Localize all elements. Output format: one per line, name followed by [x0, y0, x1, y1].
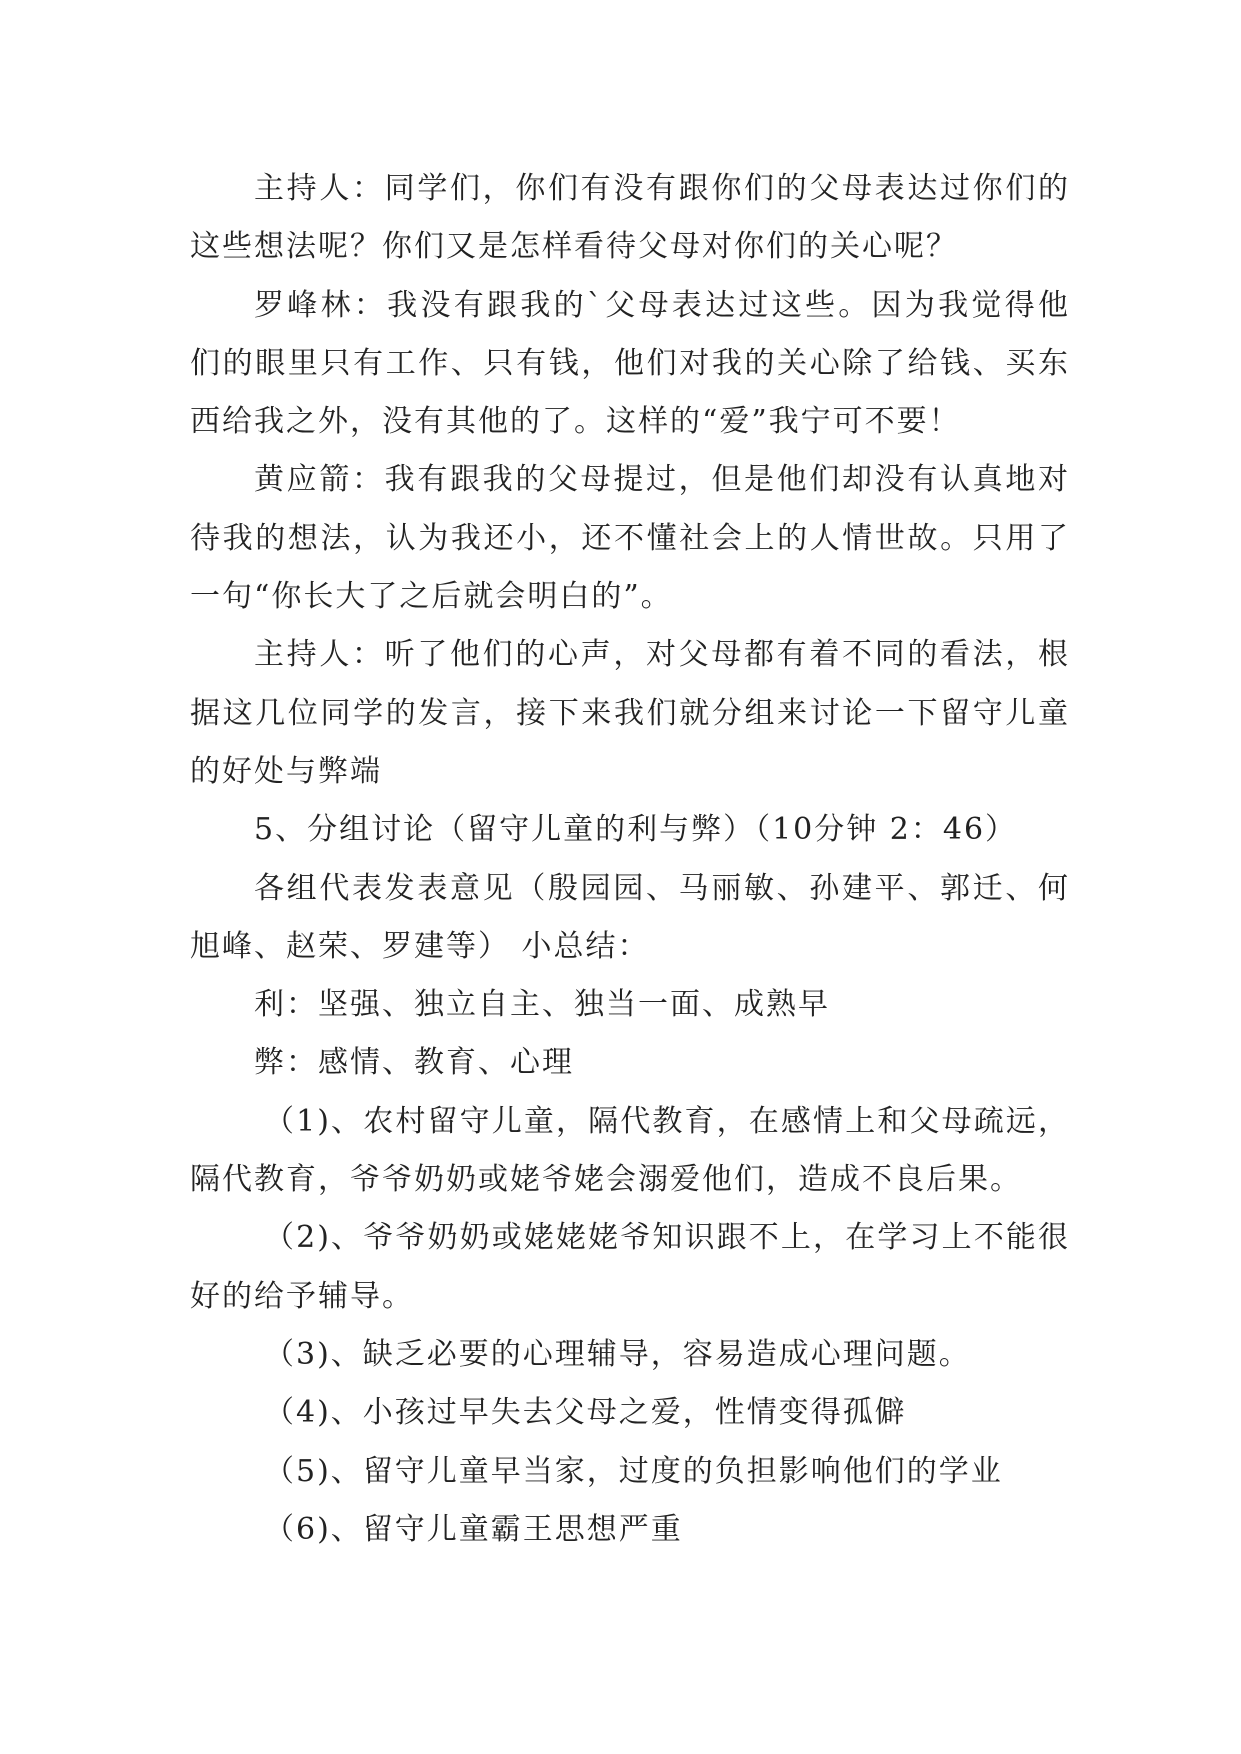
paragraph-disadvantages: 弊：感情、教育、心理: [254, 1045, 574, 1081]
list-item-5: （5)、留守儿童早当家，过度的负担影响他们的学业: [264, 1453, 1003, 1489]
list-item-4: （4)、小孩过早失去父母之爱，性情变得孤僻: [264, 1395, 907, 1431]
list-item-6: （6)、留守儿童霸王思想严重: [264, 1511, 683, 1547]
paragraph-luo-fenglin: 罗峰林：我没有跟我的`父母表达过这些。因为我觉得他们的眼里只有工作、只有钱，他们对我的关心除了给钱、买东西给我之外，没有其他的了。这样的“爱”我宁可不要！: [190, 287, 1070, 440]
list-item-3: （3)、缺乏必要的心理辅导，容易造成心理问题。: [264, 1336, 971, 1372]
section-heading-group-discussion: 5、分组讨论（留守儿童的利与弊）（10分钟 2：46）: [254, 812, 1018, 848]
paragraph-host-question: 主持人：同学们，你们有没有跟你们的父母表达过你们的这些想法呢？你们又是怎样看待父母对你们的关心呢？: [190, 171, 1070, 265]
paragraph-group-representatives: 各组代表发表意见（殷园园、马丽敏、孙建平、郭迁、何旭峰、赵荣、罗建等） 小总结：: [190, 870, 1070, 964]
paragraph-advantages: 利：坚强、独立自主、独当一面、成熟早: [254, 987, 830, 1023]
list-item-1: （1)、农村留守儿童，隔代教育，在感情上和父母疏远，隔代教育，爷爷奶奶或姥爷姥会溺爱他们，造成不良后果。: [190, 1103, 1070, 1198]
document-body: [190, 160, 1070, 1559]
paragraph-huang-yingjian: 黄应箭：我有跟我的父母提过，但是他们却没有认真地对待我的想法，认为我还小，还不懂社会上的人情世故。只用了一句“你长大了之后就会明白的”。: [190, 462, 1070, 615]
list-item-2: （2)、爷爷奶奶或姥姥姥爷知识跟不上，在学习上不能很好的给予辅导。: [190, 1220, 1070, 1314]
paragraph-host-transition: 主持人：听了他们的心声，对父母都有着不同的看法，根据这几位同学的发言，接下来我们就分组来讨论一下留守儿童的好处与弊端: [190, 637, 1070, 789]
